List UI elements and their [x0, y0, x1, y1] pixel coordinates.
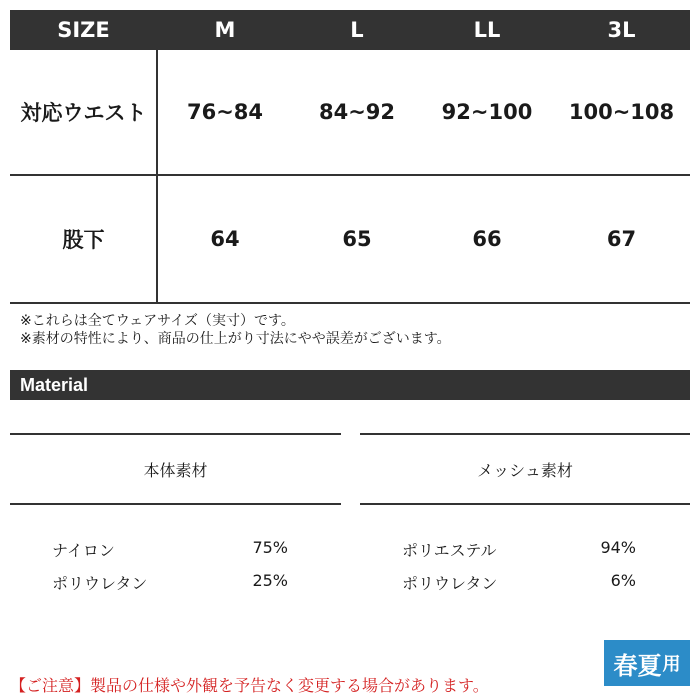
header-m: M	[214, 18, 236, 42]
season-badge	[604, 640, 690, 686]
row-label-waist: 対応ウエスト	[20, 101, 147, 125]
body-material-title: 本体素材	[10, 433, 341, 505]
table-row-waist	[10, 50, 690, 176]
inseam-l: 65	[342, 227, 372, 251]
season-badge-main: 春夏	[613, 651, 662, 680]
header-3l: 3L	[607, 18, 636, 42]
mesh-material-title: メッシュ素材	[360, 433, 690, 505]
header-size: SIZE	[57, 18, 110, 42]
material-percent: 75%	[252, 538, 288, 557]
material-name: ナイロン	[52, 541, 115, 560]
header-ll: LL	[473, 18, 501, 42]
caution-note: 【ご注意】製品の仕様や外観を予告なく変更する場合があります。	[10, 676, 489, 695]
inseam-3l: 67	[606, 227, 637, 251]
body-material-column	[10, 433, 341, 593]
size-table	[10, 10, 690, 304]
waist-3l: 100~108	[568, 100, 675, 124]
inseam-m: 64	[210, 227, 240, 251]
inseam-ll: 66	[472, 227, 502, 251]
note-line: ※これらは全てウェアサイズ（実寸）です。	[20, 313, 295, 329]
size-table-header	[10, 10, 690, 50]
material-name: ポリエステル	[402, 541, 497, 560]
material-percent: 6%	[610, 571, 636, 590]
material-header	[10, 370, 690, 400]
table-divider	[156, 50, 158, 302]
mesh-material-column	[360, 433, 690, 593]
row-label-inseam: 股下	[62, 228, 105, 252]
size-notes	[20, 312, 451, 348]
season-badge-suffix: 用	[662, 654, 681, 675]
material-name: ポリウレタン	[402, 574, 498, 593]
table-row-inseam	[10, 176, 690, 304]
header-l: L	[350, 18, 364, 42]
waist-l: 84~92	[318, 100, 396, 124]
material-percent: 25%	[252, 571, 288, 590]
material-percent: 94%	[600, 538, 636, 557]
waist-ll: 92~100	[441, 100, 533, 124]
material-heading: Material	[20, 374, 89, 395]
material-name: ポリウレタン	[52, 574, 148, 593]
waist-m: 76~84	[186, 100, 264, 124]
note-line: ※素材の特性により、商品の仕上がり寸法にやや誤差がございます。	[20, 331, 451, 347]
